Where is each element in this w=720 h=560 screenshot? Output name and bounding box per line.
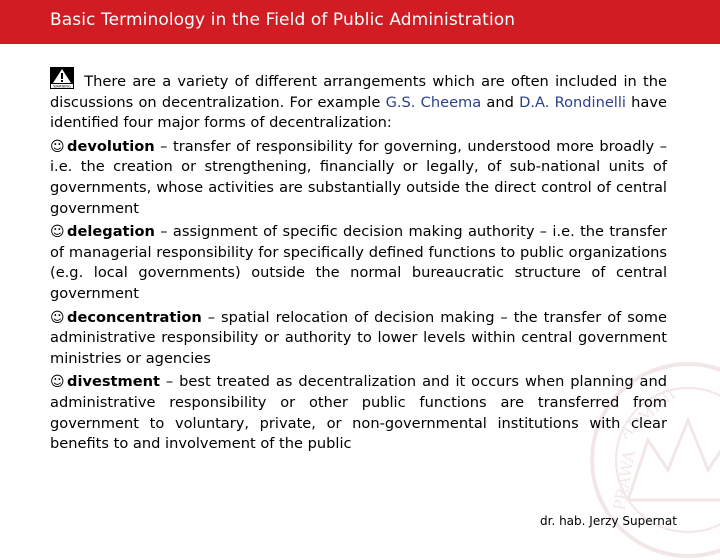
svg-text:ADMINI: ADMINI [615, 384, 680, 443]
intro-text-after: have identified four major forms of decentralization: [50, 93, 667, 132]
description-devolution: – transfer of responsibility for governing, understood more broadly – i.e. the creation or strengthening, financially or legally, of sub-national units of governments, whose activities are substantially outside the direct control of central government [50, 137, 667, 217]
term-divestment: divestment [67, 373, 160, 391]
author-name-rondinelli: D.A. Rondinelli [519, 93, 626, 111]
term-deconcentration: deconcentration [67, 308, 202, 326]
intro-text-before: There are a variety of different arrangements which are often included in the discussions on decentralization. For example [50, 73, 667, 111]
list-item-devolution [50, 137, 667, 219]
author-name-cheema: G.S. Cheema [385, 93, 482, 111]
footer-author: dr. hab. Jerzy Supernat [540, 514, 677, 528]
bullet-icon: ☺ [50, 309, 65, 326]
bullet-icon: ☺ [50, 224, 65, 241]
slide-body [50, 67, 667, 455]
term-delegation: delegation [67, 223, 155, 241]
description-deconcentration: – spatial relocation of decision making – the transfer of some administrative responsibility or authority to lower levels within central government ministries or agencies [50, 308, 667, 367]
list-item-divestment [50, 372, 667, 454]
list-item-delegation [50, 222, 667, 304]
warning-icon-label: WARNING [53, 84, 71, 89]
header-bar [0, 0, 720, 44]
intro-paragraph [50, 67, 667, 134]
bullet-icon: ☺ [50, 374, 65, 391]
intro-text-and: and [481, 93, 520, 111]
svg-text:PRAWA: PRAWA [609, 448, 639, 513]
list-item-deconcentration [50, 308, 667, 370]
description-divestment: – best treated as decentralization and it occurs when planning and administrative responsibility or other public functions are transferred from government to voluntary, private, or non-governmental institutions with clear benefits to and involvement of the public [50, 373, 667, 453]
slide-title: Basic Terminology in the Field of Public Administration [50, 10, 516, 30]
term-devolution: devolution [67, 137, 155, 155]
bullet-icon: ☺ [50, 138, 65, 155]
warning-icon [50, 67, 74, 89]
description-delegation: – assignment of specific decision making authority – i.e. the transfer of managerial responsibility for specifically defined functions to public organizations (e.g. local governments) outside the normal bureaucratic structure of central government [50, 223, 667, 302]
